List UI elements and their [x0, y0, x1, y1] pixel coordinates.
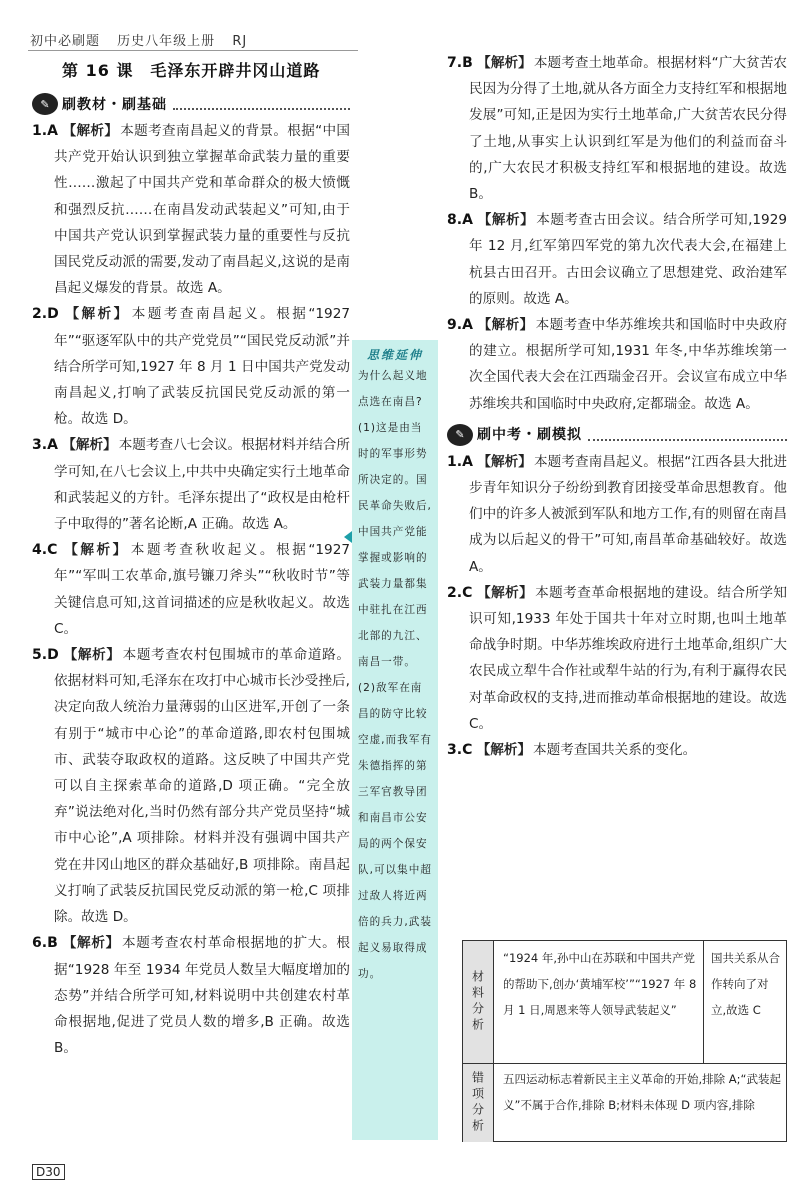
analysis-tag: 【解析】 — [477, 584, 534, 601]
item-number: 2. — [447, 584, 463, 601]
right-column — [447, 50, 787, 763]
book-name: 初中必刷题 — [30, 34, 101, 49]
item-number: 9. — [447, 317, 463, 334]
item-number: 6. — [32, 935, 48, 952]
analysis-text: 本题考查农村包围城市的革命道路。依据材料可知,毛泽东在攻打中心城市长沙受挫后,决定向敌人统治力量薄弱的山区进军,开创了一条有别于“城市中心论”的革命道路,即农村包围城市、武装夺取政权的道路。这反映了中国共产党可以自主探索革命的道路,D 项正确。“完全放弃”说法绝对化,当时仍然有部分共产党员坚持“城市中心论”,A 项排除。材料并没有强调中国共产党在井冈山地区的群众基础好,B 项排除。南昌起义打响了武装反抗国民党反动派的第一枪,C 项排除。故选 D。 — [54, 647, 351, 926]
pointer-arrow-icon — [344, 531, 352, 543]
item-number: 3. — [32, 437, 48, 454]
table-divider — [703, 941, 704, 1063]
answer-item — [447, 737, 787, 763]
dotted-rule — [588, 429, 787, 441]
answer-item — [447, 207, 787, 312]
analysis-tag: 【解析】 — [477, 55, 532, 71]
analysis-text: 本题考查南昌起义。根据“江西各县大批进步青年知识分子纷纷到教育团接受革命思想教育。他们中的许多人被派到军队和地方工作,有的则留在南昌成为以后起义的骨干”可知,南昌革命基础较好。故选 A。 — [469, 453, 788, 575]
table-label-material: 材料分析 — [463, 941, 494, 1063]
analysis-text: 本题考查革命根据地的建设。结合所学知识可知,1933 年处于国共十年对立时期,也叫土地革命战争时期。中华苏维埃政府进行土地革命,组织广大农民成立犁牛合作社或犁牛站的行为,有利于赢得农民对革命政权的支持,进而推动革命根据地的建设。故选 C。 — [469, 584, 788, 732]
answer-letter: A — [47, 437, 58, 454]
answer-letter: B — [462, 55, 473, 71]
item-number: 2. — [32, 306, 48, 323]
analysis-text: 本题考查南昌起义。根据“1927年”“驱逐军队中的共产党党员”“国民党反动派”并结合所学可知,1927 年 8 月 1 日中国共产党发动南昌起义,打响了武装反抗国民党反动派的第一枪。故选 D。 — [54, 306, 350, 428]
book-icon: ✎ — [447, 424, 473, 446]
section-title-exam: 刷中考・刷模拟 — [477, 426, 582, 443]
section-banner-exam — [447, 423, 787, 447]
answer-letter: D — [47, 306, 59, 323]
thinking-extension-sidebar — [352, 340, 438, 1140]
analysis-tag: 【解析】 — [63, 647, 121, 664]
analysis-text: 本题考查土地革命。根据材料“广大贫苦农民因为分得了土地,就从各方面全力支持红军和根据地发展”可知,正是因为实行土地革命,广大贫苦农民分得了土地,从事实上认识到红军是为他们的利益而奋斗的,广大农民才积极支持红军和根据地的建设。故选 B。 — [469, 55, 788, 203]
page-number: D30 — [32, 1164, 65, 1180]
answer-letter: B — [47, 935, 58, 952]
answer-letter: A — [462, 453, 473, 470]
analysis-tag: 【解析】 — [62, 935, 120, 952]
analysis-text: 本题考查南昌起义的背景。根据“中国共产党开始认识到独立掌握革命武装力量的重要性……激起了中国共产党和革命群众的极大愤慨和强烈反抗……在南昌发动武装起义”可知,由于中国共产党认识到掌握武装力量的重要性与反抗国民党反动派的需要,发动了南昌起义,这说的是南昌起义爆发的背景。故选 A。 — [54, 123, 351, 297]
analysis-text: 本题考查国共关系的变化。 — [533, 742, 697, 759]
answer-item — [32, 537, 350, 642]
answer-letter: C — [462, 584, 473, 601]
answer-letter: A — [462, 212, 473, 229]
table-row-wrong — [463, 1063, 786, 1142]
left-column — [32, 118, 350, 1061]
section-title-textbook: 刷教材・刷基础 — [62, 97, 167, 113]
answer-item — [447, 312, 787, 417]
running-header — [30, 30, 259, 49]
analysis-table — [462, 940, 787, 1142]
analysis-text: 本题考查秋收起义。根据“1927年”“军叫工农革命,旗号镰刀斧头”“秋收时节”等关键信息可知,这首词描述的应是秋收起义。故选 C。 — [54, 542, 351, 637]
answer-letter: A — [462, 317, 473, 334]
analysis-text: 本题考查农村革命根据地的扩大。根据“1928 年至 1934 年党员人数呈大幅度增加的态势”并结合所学可知,材料说明中共创建农村革命根据地,促进了党员人数的增多,B 正确。故选 B。 — [54, 935, 350, 1057]
analysis-text: 本题考查中华苏维埃共和国临时中央政府的建立。根据所学可知,1931 年冬,中华苏维埃第一次全国代表大会在江西瑞金召开。会议宣布成立中华苏维埃共和国临时中央政府,定都瑞金。故选 A。 — [469, 317, 788, 412]
answer-item — [32, 118, 350, 301]
answer-letter: A — [47, 123, 58, 139]
sidebar-text: 为什么起义地点选在南昌?(1)这是由当时的军事形势所决定的。国民革命失败后,中国共产党能掌握或影响的武装力量都集中驻扎在江西北部的九江、南昌一带。(2)敌军在南昌的防守比较空虚,而我军有朱德指挥的第三军官教导团和南昌市公安局的两个保安队,可以集中超过敌人将近两倍的兵力,武装起义易取得成功。 — [358, 370, 432, 980]
lesson-title: 第 16 课 毛泽东开辟井冈山道路 — [62, 61, 321, 80]
analysis-tag: 【解析】 — [62, 437, 117, 454]
item-number: 1. — [447, 453, 463, 470]
analysis-tag: 【解析】 — [64, 542, 129, 559]
table-material-text: “1924 年,孙中山在苏联和中国共产党的帮助下,创办‘黄埔军校’”“1927 年 8 月 1 日,周恩来等人领导武装起义” — [503, 951, 697, 1017]
header-divider — [28, 50, 358, 51]
table-label-wrong: 错项分析 — [463, 1064, 494, 1142]
book-icon: ✎ — [32, 93, 58, 115]
item-number: 7. — [447, 55, 463, 71]
analysis-tag: 【解析】 — [477, 453, 532, 470]
answer-letter: D — [47, 647, 59, 664]
answer-letter: C — [47, 542, 58, 559]
item-number: 3. — [447, 742, 463, 759]
answer-item — [32, 301, 350, 432]
analysis-tag: 【解析】 — [477, 212, 535, 229]
answer-letter: C — [462, 742, 473, 759]
analysis-tag: 【解析】 — [476, 742, 532, 759]
item-number: 4. — [32, 542, 48, 559]
table-conclusion-text: 国共关系从合作转向了对立,故选 C — [711, 951, 780, 1017]
answer-item — [32, 930, 350, 1061]
edition-code: RJ — [232, 34, 248, 49]
answer-item — [32, 432, 350, 537]
section-banner-textbook — [32, 92, 350, 116]
analysis-tag: 【解析】 — [477, 317, 534, 334]
item-number: 8. — [447, 212, 463, 229]
analysis-tag: 【解析】 — [62, 123, 119, 139]
table-wrong-text: 五四运动标志着新民主主义革命的开始,排除 A;“武装起义”不属于合作,排除 B;材料未体现 D 项内容,排除 — [503, 1072, 782, 1112]
item-number: 5. — [32, 647, 48, 664]
analysis-text: 本题考查古田会议。结合所学可知,1929 年 12 月,红军第四军党的第九次代表大会,在福建上杭县古田召开。古田会议确立了思想建党、政治建军的原则。故选 A。 — [469, 212, 788, 307]
subject-name: 历史八年级上册 — [117, 34, 216, 49]
analysis-text: 本题考查八七会议。根据材料并结合所学可知,在八七会议上,中共中央确定实行土地革命和武装起义的方针。毛泽东提出了“政权是由枪杆子中取得的”著名论断,A 正确。故选 A。 — [54, 437, 351, 533]
sidebar-title: 思维延伸 — [366, 348, 423, 362]
item-number: 1. — [32, 123, 48, 139]
answer-item — [447, 50, 787, 207]
analysis-tag: 【解析】 — [65, 306, 130, 323]
answer-item — [447, 449, 787, 580]
dotted-rule — [173, 98, 350, 110]
answer-item — [447, 580, 787, 737]
answer-item — [32, 642, 350, 930]
